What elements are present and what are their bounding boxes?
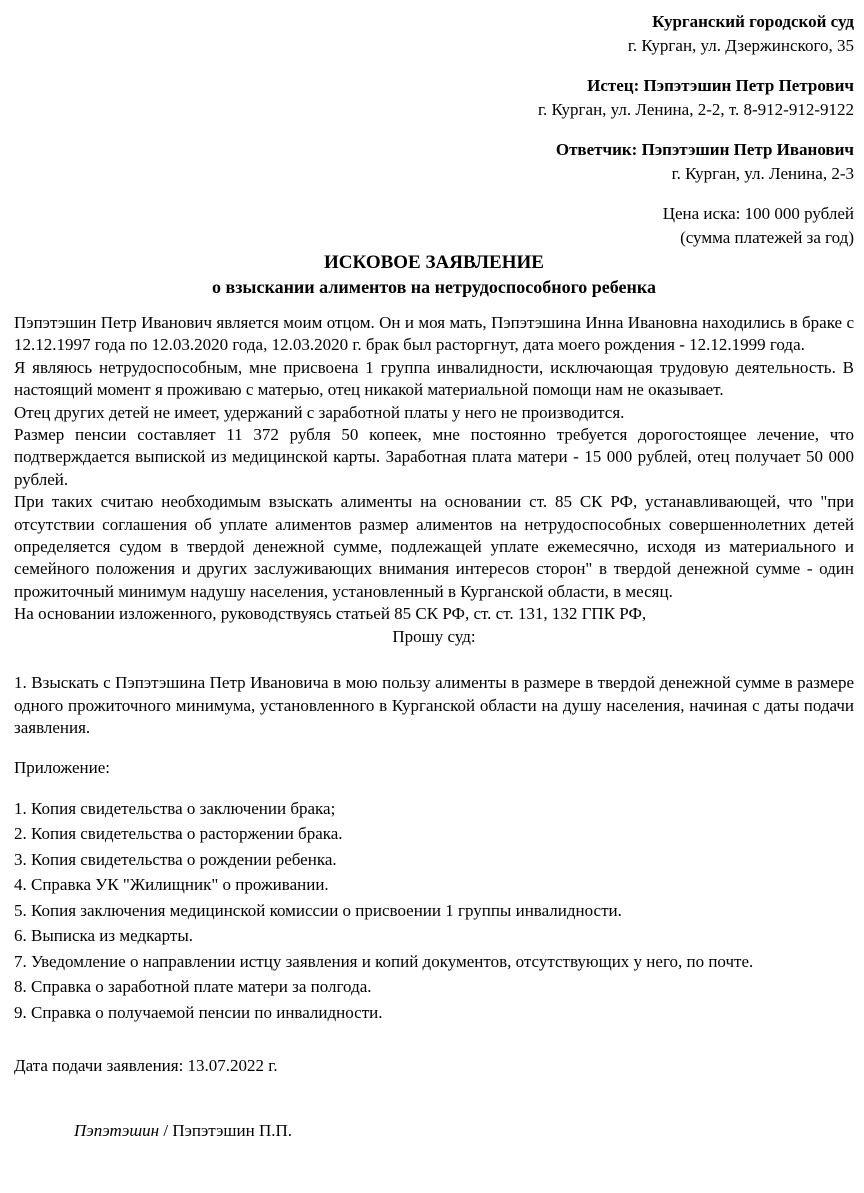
court-block [14,10,854,58]
signature-line [14,1120,854,1142]
attachments-list [14,796,854,1026]
plaintiff-address: г. Курган, ул. Ленина, 2-2, т. 8-912-912-9122 [537,100,854,119]
document-subtitle: о взыскании алиментов на нетрудоспособного ребенка [211,277,657,297]
claim-price-block [14,202,854,250]
document-title: ИСКОВОЕ ЗАЯВЛЕНИЕ [324,252,544,273]
court-address: г. Курган, ул. Дзержинского, 35 [627,36,854,55]
defendant-block [14,138,854,186]
body-paragraph: Размер пенсии составляет 11 372 рубля 50 копеек, мне постоянно требуется дорогостоящее лечение, что подтверждается выпиской из медицинской карты. Заработная плата матери - 15 000 рублей, отец получает 50 000 рублей. [14,425,854,489]
body-paragraph: Я являюсь нетрудоспособным, мне присвоена 1 группа инвалидности, исключающая трудовую деятельность. В настоящий момент я проживаю с матерью, отец никакой материальной помощи нам не оказывает. [14,357,854,400]
attachments-heading: Приложение: [14,758,110,778]
document-title-block [14,250,854,300]
defendant-address: г. Курган, ул. Ленина, 2-3 [671,164,854,183]
plaintiff-line: Истец: Пэпэтэшин Петр Петрович [587,76,854,95]
plaintiff-block [14,74,854,122]
filing-date: Дата подачи заявления: 13.07.2022 г. [14,1056,278,1076]
attachment-item: 5. Копия заключения медицинской комиссии о присвоении 1 группы инвалидности. [14,900,622,920]
body-paragraph: Пэпэтэшин Петр Иванович является моим отцом. Он и моя мать, Пэпэтэшина Инна Ивановна находились в браке с 12.12.1997 года по 12.03.2020 года, 12.03.2020 г. брак был расторгнут, дата моего рождения - 12.12.1999 года. [14,313,854,355]
attachment-item: 4. Справка УК "Жилищник" о проживании. [14,875,329,895]
defendant-line: Ответчик: Пэпэтэшин Петр Иванович [555,140,854,159]
document-body [14,312,854,739]
attachment-item: 8. Справка о заработной плате матери за полгода. [14,977,372,997]
attachment-item: 9. Справка о получаемой пенсии по инвалидности. [14,1002,383,1022]
document-header [14,10,854,250]
request-heading: Прошу суд: [392,626,476,646]
signature-name: / Пэпэтэшин П.П. [159,1120,293,1140]
request-item: 1. Взыскать с Пэпэтэшина Петр Ивановича в мою пользу алименты в размере в твердой денежной сумме в размере одного прожиточного минимума, установленного в Курганской области на душу населения, начиная с даты подачи заявления. [14,673,854,737]
claim-price-note: (сумма платежей за год) [680,228,854,247]
attachment-item: 2. Копия свидетельства о расторжении брака. [14,824,343,844]
court-name: Курганский городской суд [652,12,854,31]
attachment-item: 7. Уведомление о направлении истцу заявления и копий документов, отсутствующих у него, по почте. [14,951,754,971]
signature-handwritten: Пэпэтэшин [74,1120,160,1140]
claim-price: Цена иска: 100 000 рублей [662,204,854,223]
attachment-item: 3. Копия свидетельства о рождении ребенка. [14,849,337,869]
attachment-item: 1. Копия свидетельства о заключении брака; [14,798,336,818]
body-paragraph: При таких считаю необходимым взыскать алименты на основании ст. 85 СК РФ, устанавливающей, что "при отсутствии соглашения об уплате алиментов размер алиментов на нетрудоспособных совершеннолетних детей определяется судом в твердой денежной сумме, подлежащей уплате ежемесячно, исходя из материального и семейного положения и других заслуживающих внимания интересов сторон" в твердой денежной сумме - один прожиточный минимум надушу населения, установленный в Курганской области, в месяц. [14,492,854,601]
body-paragraph: На основании изложенного, руководствуясь статьей 85 СК РФ, ст. ст. 131, 132 ГПК РФ, [14,604,647,624]
body-paragraph: Отец других детей не имеет, удержаний с заработной платы у него не производится. [14,402,625,422]
attachment-item: 6. Выписка из медкарты. [14,926,194,946]
